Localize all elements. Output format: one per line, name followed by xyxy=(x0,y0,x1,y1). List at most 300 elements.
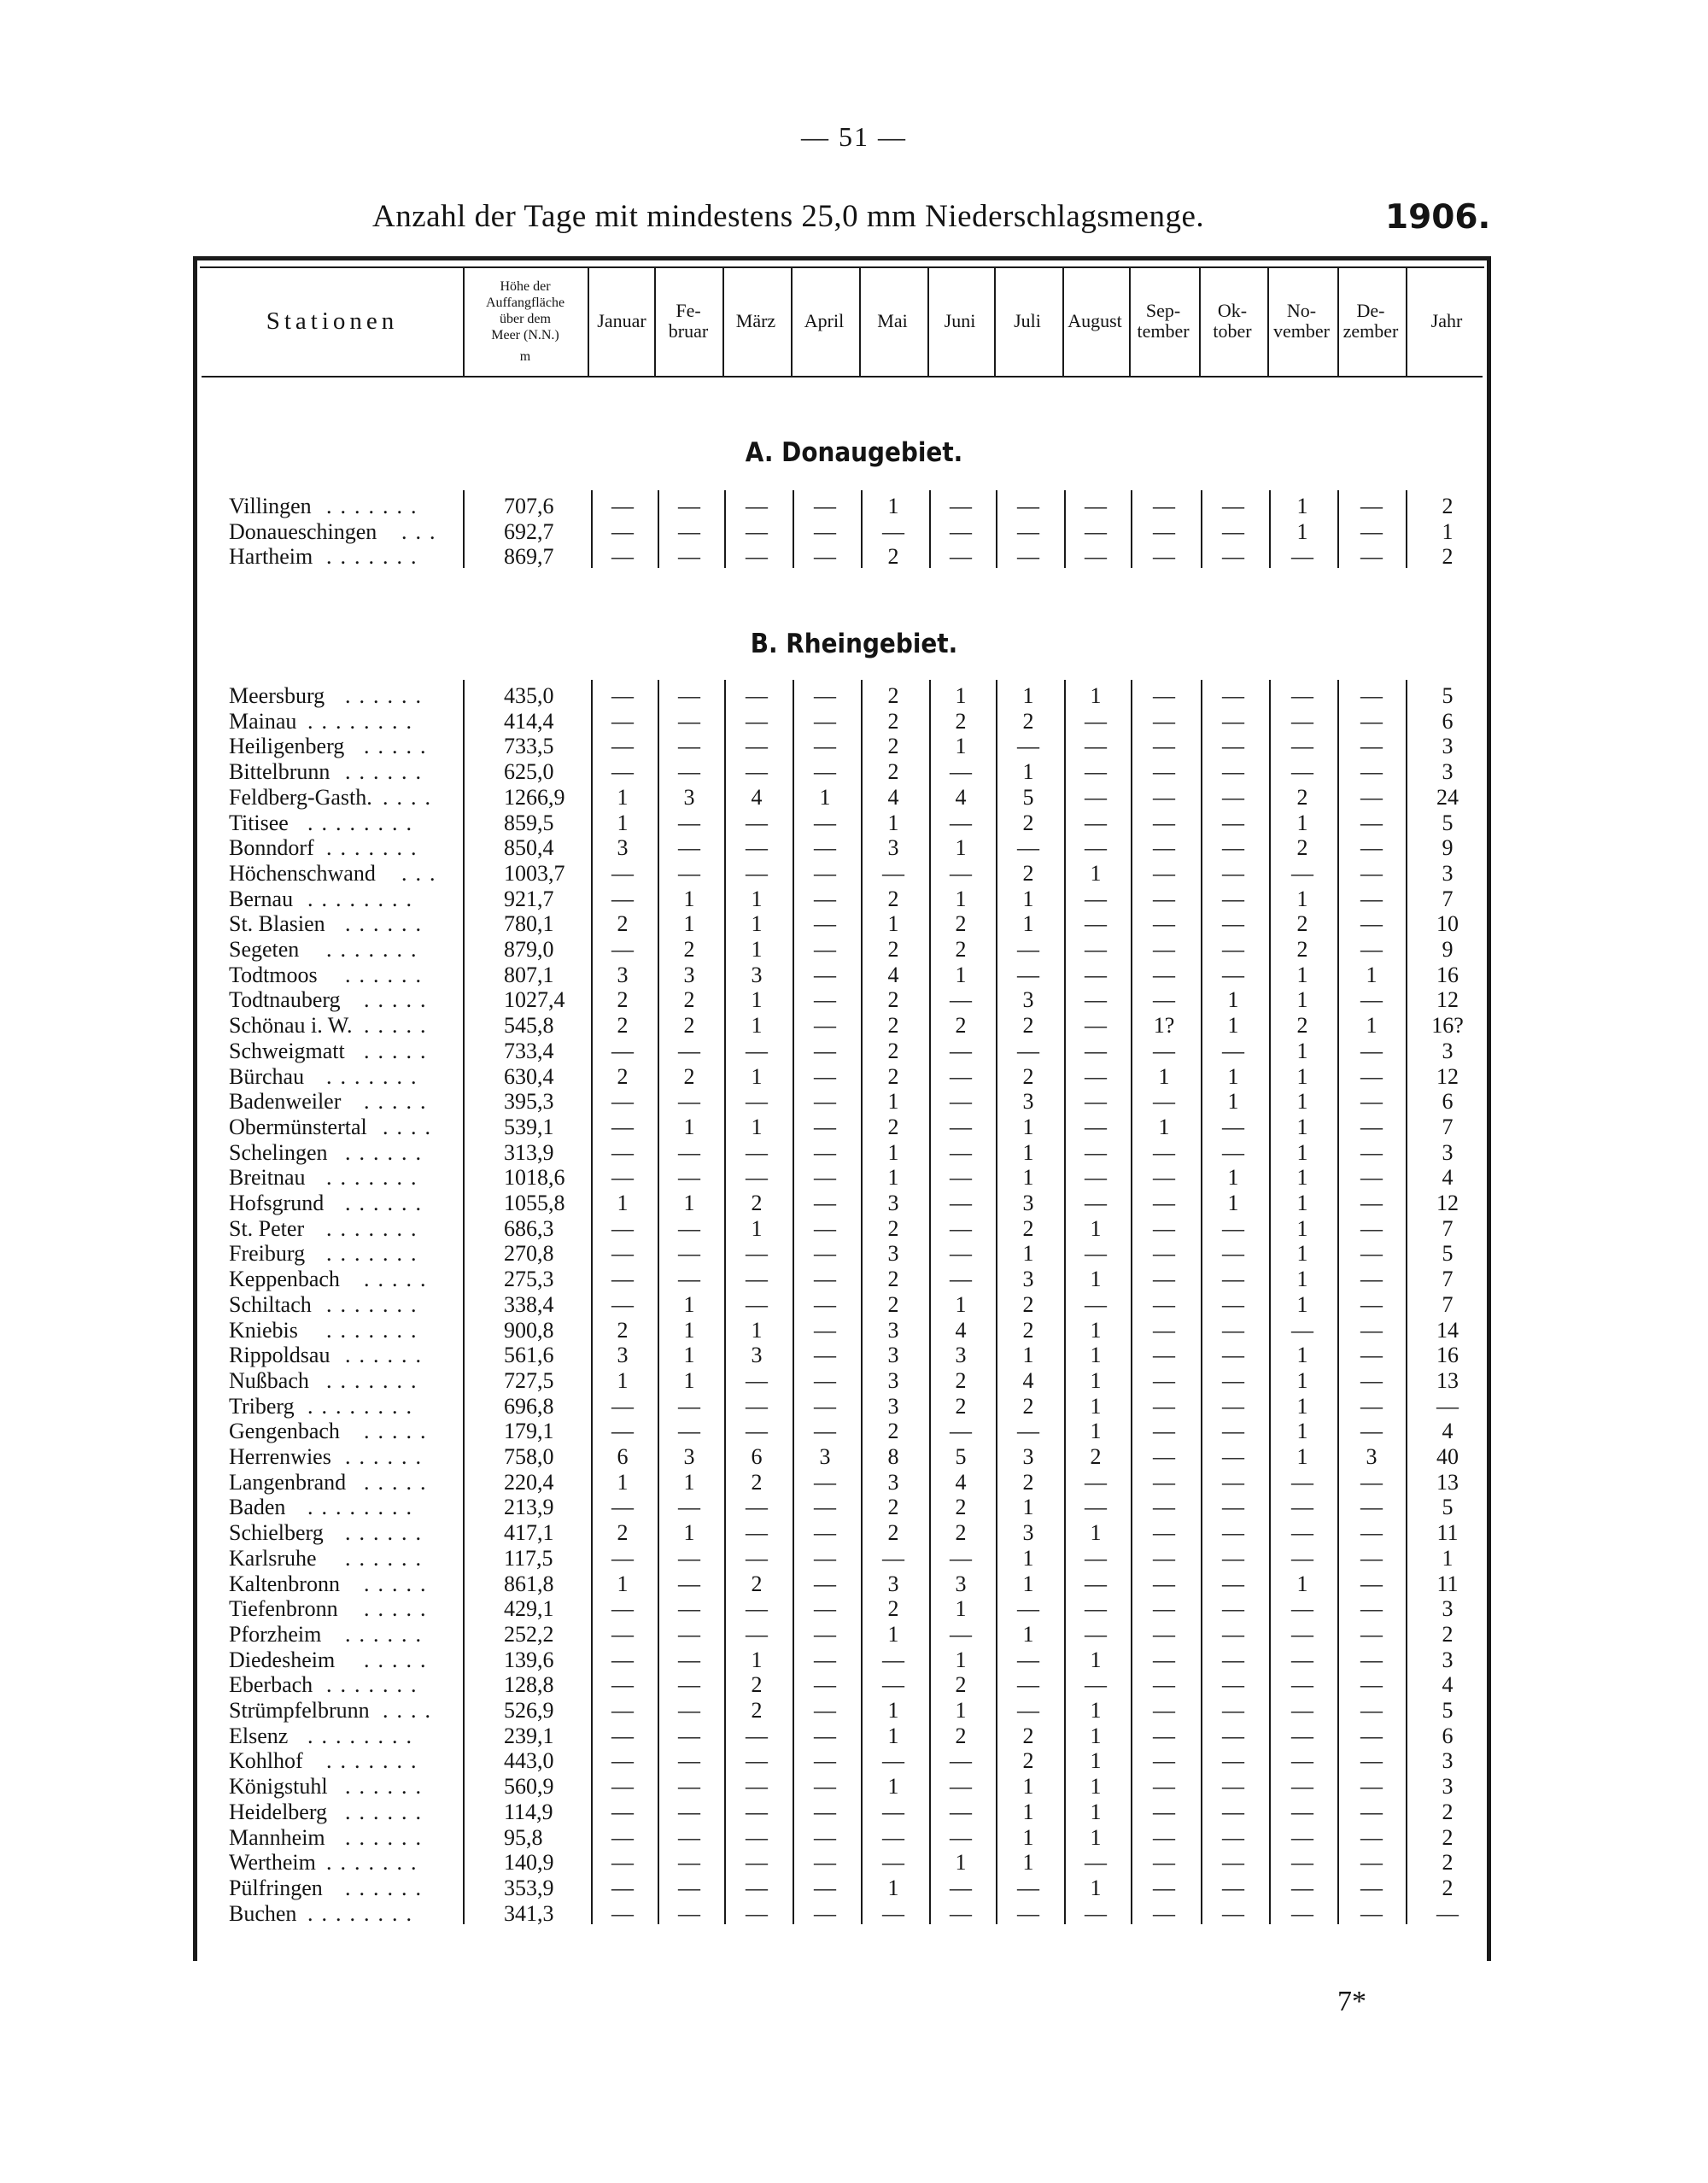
station-label: Bonndorf xyxy=(229,835,314,861)
value-cell: — xyxy=(814,1291,836,1317)
station-name xyxy=(229,887,293,912)
value-cell: 2 xyxy=(1022,1393,1034,1419)
value-cell: — xyxy=(814,759,836,785)
table-row xyxy=(0,1571,1708,1597)
station-name xyxy=(229,494,312,519)
table-row xyxy=(0,544,1708,570)
value-cell: — xyxy=(814,1672,836,1698)
value-cell: 4 xyxy=(955,1469,967,1495)
leader-dots: ....... xyxy=(326,494,425,518)
station-name xyxy=(229,1064,304,1090)
value-cell: — xyxy=(1360,860,1383,886)
value-cell: — xyxy=(1222,1469,1244,1495)
value-cell: 2 xyxy=(683,937,695,962)
station-name xyxy=(229,1800,327,1825)
value-cell: — xyxy=(1085,494,1107,518)
value-cell: — xyxy=(1153,1799,1175,1824)
value-cell: — xyxy=(950,1241,972,1267)
header-month-line: tober xyxy=(1213,320,1252,342)
value-cell: — xyxy=(746,1545,768,1571)
station-name xyxy=(229,911,325,937)
value-cell: 1 xyxy=(887,1089,899,1115)
station-label: Kaltenbronn xyxy=(229,1571,340,1596)
value-cell: — xyxy=(1360,1495,1383,1520)
header-month xyxy=(1404,266,1489,376)
station-height: 545,8 xyxy=(504,1013,554,1039)
value-cell: — xyxy=(1222,1241,1244,1267)
value-cell: 2 xyxy=(1022,1317,1034,1343)
value-cell: — xyxy=(1017,544,1039,570)
header-hoehe xyxy=(463,266,588,376)
section-heading: B. Rheingebiet. xyxy=(750,629,958,659)
value-cell: — xyxy=(746,518,768,544)
value-cell: — xyxy=(1153,1165,1175,1191)
value-cell: — xyxy=(950,1748,972,1774)
value-cell: 2 xyxy=(617,911,629,937)
value-cell: — xyxy=(746,1038,768,1063)
value-cell: — xyxy=(814,544,836,570)
value-cell: — xyxy=(814,683,836,708)
value-cell: — xyxy=(814,962,836,987)
leader-dots: ...... xyxy=(345,1191,430,1215)
value-cell: 2 xyxy=(751,1469,763,1495)
value-cell: 2 xyxy=(617,987,629,1013)
station-label: Pülfringen xyxy=(229,1875,323,1900)
value-cell: — xyxy=(1085,1191,1107,1215)
value-cell: 2 xyxy=(617,1520,629,1546)
value-cell: 9 xyxy=(1442,937,1454,962)
value-cell: — xyxy=(1222,1367,1244,1393)
value-cell: 1 xyxy=(751,911,763,937)
station-label: Badenweiler xyxy=(229,1089,342,1115)
value-cell: 1 xyxy=(1296,494,1308,518)
value-cell: — xyxy=(1222,1267,1244,1292)
header-month-line: Juni xyxy=(944,310,976,331)
value-cell: 1 xyxy=(1442,1545,1454,1571)
value-cell: — xyxy=(814,1343,836,1368)
value-cell: — xyxy=(746,1419,768,1444)
station-height: 140,9 xyxy=(504,1850,554,1876)
station-name xyxy=(229,1495,285,1520)
value-cell: — xyxy=(1291,1672,1313,1698)
value-cell: 24 xyxy=(1436,784,1459,810)
leader-dots: ..... xyxy=(364,987,435,1013)
station-height: 526,9 xyxy=(504,1698,554,1723)
value-cell: — xyxy=(1222,1875,1244,1900)
value-cell: — xyxy=(1222,1774,1244,1800)
value-cell: 7 xyxy=(1442,1215,1454,1241)
value-cell: — xyxy=(1360,1317,1383,1343)
station-label: Schönau i. W. xyxy=(229,1013,353,1039)
value-cell: 2 xyxy=(887,987,899,1013)
value-cell: — xyxy=(1153,937,1175,962)
station-label: Langenbrand xyxy=(229,1469,347,1495)
value-cell: 3 xyxy=(617,1343,629,1368)
value-cell: — xyxy=(1153,1343,1175,1368)
value-cell: 3 xyxy=(1366,1444,1378,1469)
value-cell: 1 xyxy=(955,1698,967,1723)
table-row xyxy=(0,1115,1708,1140)
station-height: 859,5 xyxy=(504,810,554,835)
value-cell: 2 xyxy=(617,1063,629,1089)
value-cell: 3 xyxy=(887,1191,899,1215)
value-cell: 3 xyxy=(683,784,695,810)
value-cell: 1 xyxy=(1022,911,1034,937)
leader-dots: ...... xyxy=(345,1545,430,1571)
value-cell: — xyxy=(746,1774,768,1800)
value-cell: — xyxy=(746,683,768,708)
station-name xyxy=(229,937,299,963)
value-cell: 2 xyxy=(1296,835,1308,861)
table-row xyxy=(0,1800,1708,1825)
value-cell: — xyxy=(950,544,972,570)
value-cell: — xyxy=(1153,1367,1175,1393)
value-cell: 1 xyxy=(683,911,695,937)
value-cell: 1? xyxy=(1153,1013,1175,1039)
value-cell: — xyxy=(746,759,768,785)
value-cell: — xyxy=(1017,1672,1039,1698)
value-cell: 1 xyxy=(1366,1013,1378,1039)
value-cell: — xyxy=(1360,1799,1383,1824)
value-cell: — xyxy=(814,1191,836,1215)
value-cell: — xyxy=(746,1850,768,1876)
value-cell: — xyxy=(1222,1672,1244,1698)
leader-dots: ..... xyxy=(364,1013,435,1039)
station-name xyxy=(229,1546,317,1571)
value-cell: — xyxy=(611,1621,634,1647)
table-row xyxy=(0,1876,1708,1901)
value-cell: 1 xyxy=(1296,1139,1308,1165)
value-cell: 1 xyxy=(1296,1165,1308,1191)
value-cell: — xyxy=(1153,683,1175,708)
value-cell: — xyxy=(1085,1013,1107,1039)
value-cell: — xyxy=(950,494,972,518)
station-name xyxy=(229,1140,328,1166)
value-cell: — xyxy=(678,1393,700,1419)
header-month-line: Sep- xyxy=(1145,300,1181,321)
value-cell: — xyxy=(611,1545,634,1571)
value-cell: 1 xyxy=(1296,1419,1308,1444)
value-cell: — xyxy=(1291,860,1313,886)
value-cell: — xyxy=(611,860,634,886)
value-cell: — xyxy=(1291,1520,1313,1546)
value-cell: 1 xyxy=(887,1139,899,1165)
value-cell: 3 xyxy=(1442,1596,1454,1622)
value-cell: 12 xyxy=(1436,987,1459,1013)
value-cell: — xyxy=(678,1215,700,1241)
value-cell: 5 xyxy=(1442,683,1454,708)
value-cell: — xyxy=(814,1850,836,1876)
value-cell: — xyxy=(611,1900,634,1926)
value-cell: — xyxy=(1153,759,1175,785)
value-cell: 3 xyxy=(955,1571,967,1596)
value-cell: — xyxy=(814,1900,836,1926)
header-month-line: bruar xyxy=(668,320,709,342)
value-cell: — xyxy=(1360,1545,1383,1571)
value-cell: — xyxy=(1360,1748,1383,1774)
leader-dots: ....... xyxy=(326,1291,425,1317)
value-cell: 1 xyxy=(751,1114,763,1139)
leader-dots: ..... xyxy=(364,1647,435,1672)
station-height: 179,1 xyxy=(504,1419,554,1444)
value-cell: 1 xyxy=(1090,1875,1102,1900)
value-cell: 4 xyxy=(955,1317,967,1343)
value-cell: — xyxy=(1360,1165,1383,1191)
header-month-line: Jahr xyxy=(1430,310,1463,331)
value-cell: — xyxy=(1222,1799,1244,1824)
value-cell: 4 xyxy=(751,784,763,810)
value-cell: — xyxy=(1222,1393,1244,1419)
station-name xyxy=(229,683,325,709)
value-cell: 1 xyxy=(683,1114,695,1139)
header-separator xyxy=(463,266,465,376)
value-cell: 3 xyxy=(751,1343,763,1368)
value-cell: — xyxy=(1360,1672,1383,1698)
value-cell: 1 xyxy=(1227,1013,1239,1039)
table-row xyxy=(0,1774,1708,1800)
value-cell: — xyxy=(882,1850,904,1876)
value-cell: — xyxy=(678,1139,700,1165)
value-cell: 4 xyxy=(1022,1367,1034,1393)
header-month-line: No- xyxy=(1286,300,1317,321)
value-cell: 2 xyxy=(1022,1013,1034,1039)
value-cell: 8 xyxy=(887,1444,899,1469)
value-cell: 1 xyxy=(751,1647,763,1672)
value-cell: — xyxy=(1291,734,1313,759)
value-cell: — xyxy=(678,1571,700,1596)
value-cell: — xyxy=(814,1114,836,1139)
table-row xyxy=(0,1647,1708,1673)
table-row xyxy=(0,1064,1708,1090)
value-cell: — xyxy=(1153,518,1175,544)
value-cell: 1 xyxy=(683,886,695,911)
station-label: Titisee xyxy=(229,810,289,835)
value-cell: 1 xyxy=(887,1698,899,1723)
leader-dots: ....... xyxy=(326,1748,425,1774)
value-cell: 1 xyxy=(1090,1367,1102,1393)
value-cell: — xyxy=(611,708,634,734)
value-cell: 6 xyxy=(1442,708,1454,734)
leader-dots: ..... xyxy=(364,1596,435,1622)
value-cell: — xyxy=(814,835,836,861)
value-cell: — xyxy=(1153,1571,1175,1596)
station-height: 1003,7 xyxy=(504,860,565,886)
table-row xyxy=(0,785,1708,811)
value-cell: 1 xyxy=(955,734,967,759)
station-height: 539,1 xyxy=(504,1114,554,1139)
value-cell: 2 xyxy=(683,1013,695,1039)
value-cell: 1 xyxy=(751,1317,763,1343)
value-cell: — xyxy=(611,1089,634,1115)
table-row xyxy=(0,1622,1708,1647)
value-cell: 6 xyxy=(1442,1089,1454,1115)
station-label: Strümpfelbrunn xyxy=(229,1698,370,1723)
value-cell: 1 xyxy=(1296,987,1308,1013)
station-label: Pforzheim xyxy=(229,1621,322,1647)
value-cell: — xyxy=(1360,1038,1383,1063)
value-cell: — xyxy=(611,1241,634,1267)
value-cell: — xyxy=(950,1191,972,1215)
value-cell: — xyxy=(1153,1875,1175,1900)
value-cell: — xyxy=(950,1215,972,1241)
value-cell: — xyxy=(678,1774,700,1800)
value-cell: — xyxy=(1085,1089,1107,1115)
table-row xyxy=(0,1165,1708,1191)
value-cell: 3 xyxy=(1442,1139,1454,1165)
value-cell: 1 xyxy=(1022,1545,1034,1571)
value-cell: 1 xyxy=(683,1343,695,1368)
value-cell: — xyxy=(1153,1495,1175,1520)
station-name xyxy=(229,1748,303,1774)
value-cell: — xyxy=(1360,518,1383,544)
value-cell: — xyxy=(611,1495,634,1520)
value-cell: — xyxy=(1222,1698,1244,1723)
table-row xyxy=(0,519,1708,545)
table-row xyxy=(0,1444,1708,1470)
value-cell: 3 xyxy=(887,1343,899,1368)
station-label: Höchenschwand xyxy=(229,860,376,886)
value-cell: — xyxy=(1360,1215,1383,1241)
value-cell: — xyxy=(1291,1875,1313,1900)
value-cell: — xyxy=(814,1495,836,1520)
header-hoehe-line: Höhe der xyxy=(500,278,551,294)
header-bottom-rule xyxy=(202,376,1483,377)
value-cell: 3 xyxy=(887,835,899,861)
value-cell: — xyxy=(1222,1419,1244,1444)
leader-dots: ...... xyxy=(345,1520,430,1546)
value-cell: — xyxy=(1222,734,1244,759)
station-name xyxy=(229,1241,305,1267)
value-cell: 2 xyxy=(751,1698,763,1723)
value-cell: 1 xyxy=(1022,886,1034,911)
station-label: Elsenz xyxy=(229,1723,289,1748)
leader-dots: ....... xyxy=(326,544,425,570)
value-cell: 7 xyxy=(1442,1114,1454,1139)
station-height: 239,1 xyxy=(504,1723,554,1748)
station-name xyxy=(229,861,376,887)
value-cell: — xyxy=(814,1545,836,1571)
value-cell: — xyxy=(1360,1114,1383,1139)
value-cell: 2 xyxy=(887,1114,899,1139)
value-cell: 5 xyxy=(1022,784,1034,810)
value-cell: 1 xyxy=(1090,1698,1102,1723)
station-name xyxy=(229,1318,298,1343)
value-cell: — xyxy=(1017,518,1039,544)
value-cell: 2 xyxy=(1022,1215,1034,1241)
value-cell: — xyxy=(746,1824,768,1850)
value-cell: — xyxy=(950,1774,972,1800)
value-cell: 1 xyxy=(1090,1647,1102,1672)
table-row xyxy=(0,1825,1708,1851)
value-cell: — xyxy=(1153,1444,1175,1469)
value-cell: — xyxy=(678,708,700,734)
value-cell: 1 xyxy=(955,886,967,911)
value-cell: — xyxy=(611,1850,634,1876)
station-label: Obermünstertal xyxy=(229,1114,367,1139)
station-name xyxy=(229,1039,345,1064)
value-cell: 2 xyxy=(1442,494,1454,518)
station-name xyxy=(229,1444,331,1470)
value-cell: — xyxy=(1291,1621,1313,1647)
value-cell: 9 xyxy=(1442,835,1454,861)
station-height: 733,5 xyxy=(504,734,554,759)
value-cell: — xyxy=(611,1698,634,1723)
value-cell: — xyxy=(950,1089,972,1115)
value-cell: — xyxy=(1222,518,1244,544)
table-row xyxy=(0,683,1708,709)
value-cell: 1 xyxy=(1296,1367,1308,1393)
leader-dots: ....... xyxy=(326,1063,425,1089)
leader-dots: ...... xyxy=(345,683,430,708)
value-cell: 1 xyxy=(1022,1621,1034,1647)
value-cell: — xyxy=(1017,494,1039,518)
leader-dots: .... xyxy=(383,1114,439,1139)
value-cell: 7 xyxy=(1442,1291,1454,1317)
value-cell: 1 xyxy=(1022,1774,1034,1800)
value-cell: 1 xyxy=(1022,1241,1034,1267)
table-row xyxy=(0,1368,1708,1394)
station-label: Heidelberg xyxy=(229,1799,328,1824)
value-cell: 1 xyxy=(1296,1215,1308,1241)
value-cell: — xyxy=(611,1774,634,1800)
station-name xyxy=(229,1368,309,1394)
value-cell: 3 xyxy=(1022,1267,1034,1292)
value-cell: 7 xyxy=(1442,1267,1454,1292)
value-cell: — xyxy=(1360,1089,1383,1115)
value-cell: 1 xyxy=(1296,1343,1308,1368)
value-cell: — xyxy=(611,518,634,544)
table-row xyxy=(0,1748,1708,1774)
value-cell: — xyxy=(814,734,836,759)
value-cell: — xyxy=(1153,835,1175,861)
value-cell: 1 xyxy=(1442,518,1454,544)
station-name xyxy=(229,1191,324,1216)
value-cell: — xyxy=(1153,1672,1175,1698)
value-cell: 1 xyxy=(955,1596,967,1622)
value-cell: — xyxy=(814,1317,836,1343)
value-cell: — xyxy=(1360,544,1383,570)
value-cell: 1 xyxy=(1227,1063,1239,1089)
value-cell: — xyxy=(814,518,836,544)
header-month xyxy=(588,266,656,376)
header-hoehe-line: über dem xyxy=(500,311,551,326)
value-cell: — xyxy=(1222,1038,1244,1063)
value-cell: — xyxy=(814,987,836,1013)
leader-dots: ...... xyxy=(345,759,430,785)
value-cell: — xyxy=(814,911,836,937)
header-month xyxy=(1336,266,1406,376)
value-cell: 2 xyxy=(1022,810,1034,835)
value-cell: — xyxy=(1085,734,1107,759)
value-cell: 1 xyxy=(683,1367,695,1393)
table-row xyxy=(0,1850,1708,1876)
value-cell: 1 xyxy=(1227,987,1239,1013)
value-cell: 16 xyxy=(1436,962,1459,987)
value-cell: 2 xyxy=(1442,1621,1454,1647)
station-height: 128,8 xyxy=(504,1672,554,1698)
value-cell: — xyxy=(1153,1596,1175,1622)
value-cell: — xyxy=(814,1774,836,1800)
value-cell: — xyxy=(678,1596,700,1622)
value-cell: — xyxy=(1222,1444,1244,1469)
station-label: Bittelbrunn xyxy=(229,759,330,785)
value-cell: — xyxy=(814,1393,836,1419)
value-cell: — xyxy=(814,1419,836,1444)
value-cell: 2 xyxy=(617,1013,629,1039)
station-label: Kniebis xyxy=(229,1317,298,1343)
value-cell: 1 xyxy=(1022,1799,1034,1824)
value-cell: 1 xyxy=(683,1520,695,1546)
